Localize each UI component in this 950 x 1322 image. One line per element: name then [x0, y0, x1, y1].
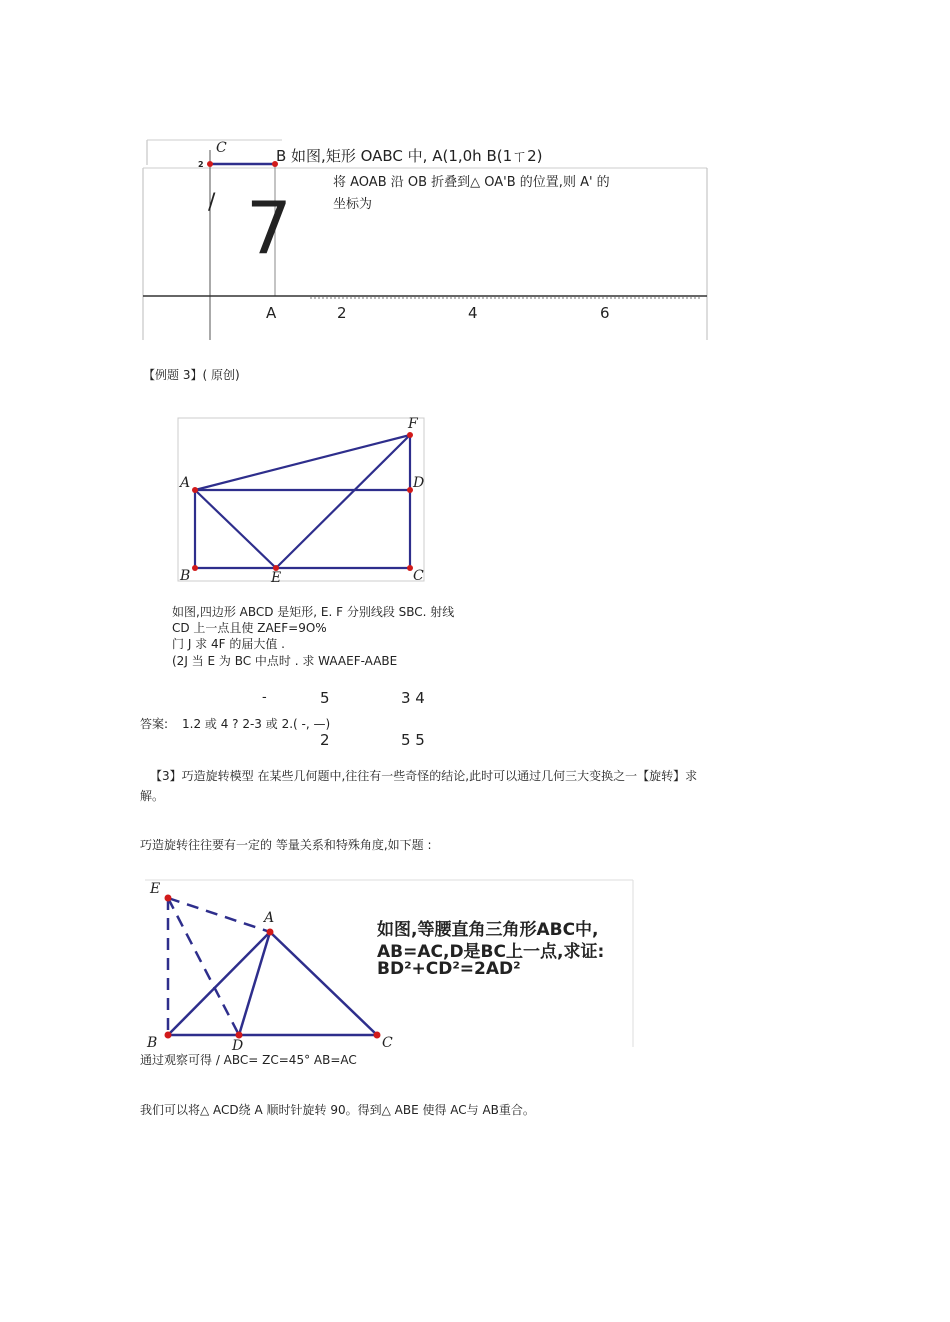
rotation-problem-line3: BD²+CD²=2AD² [377, 959, 521, 979]
rot-label-b: B [147, 1035, 158, 1051]
answer-bottom-2: 2 [320, 731, 330, 749]
axis-tick-6: 6 [600, 304, 610, 322]
answer-top-dash: - [262, 690, 267, 705]
graph-label-a: A [266, 304, 277, 322]
example2-line3: 坐标为 [333, 197, 373, 212]
axis-tick-4: 4 [468, 304, 478, 322]
answer-bottom-55: 5 5 [401, 731, 425, 749]
graph-label-2: 2 [198, 160, 204, 169]
rotation-problem-line1: 如图,等腰直角三角形ABC中, [377, 920, 599, 940]
answer-top-5: 5 [320, 689, 330, 707]
point-label-d: D [413, 475, 425, 491]
answer-label: 答案: [140, 717, 169, 731]
answer-top-34: 3 4 [401, 689, 425, 707]
section3-intro: 巧造旋转往往要有一定的 等量关系和特殊角度,如下题 : [140, 838, 432, 852]
axis-tick-2: 2 [337, 304, 347, 322]
answer-body: 1.2 或 4 ? 2-3 或 2.( -, —) [182, 717, 331, 731]
rot-label-a: A [264, 910, 275, 926]
rot-label-c: C [382, 1035, 393, 1051]
rot-label-d: D [232, 1038, 244, 1054]
example3-heading: 【例题 3】( 原创) [143, 368, 240, 382]
graph-label-c: C [216, 140, 227, 156]
observation-line: 通过观察可得 / ABC= ZC=45° AB=AC [140, 1053, 357, 1067]
rot-label-e: E [150, 881, 161, 897]
example3-question-line4: (2J 当 E 为 BC 中点时 . 求 WAAEF-AABE [172, 654, 398, 668]
section3-paragraph-cont: 解。 [140, 789, 165, 803]
point-label-c: C [413, 568, 424, 584]
point-label-a: A [180, 475, 191, 491]
example3-question-line2: CD 上一点且使 ZAEF=9O% [172, 621, 327, 635]
example3-question-line1: 如图,四边形 ABCD 是矩形, E. F 分别线段 SBC. 射线 [172, 605, 455, 619]
graph-slash: / [208, 190, 216, 215]
example2-line1: B 如图,矩形 OABC 中, A(1,0h B(1ㄒ2) [276, 147, 543, 165]
section3-paragraph: 【3】巧造旋转模型 在某些几何题中,往往有一些奇怪的结论,此时可以通过几何三大变换之一【旋转】求 [150, 769, 698, 783]
point-label-b: B [180, 568, 191, 584]
graph-big-seven: 7 [246, 186, 292, 270]
point-label-f: F [408, 416, 418, 432]
point-label-e: E [271, 570, 282, 586]
example2-line2: 将 AOAB 沿 OB 折叠到△ OA'B 的位置,则 A' 的 [333, 175, 610, 190]
example3-question-line3: 门 J 求 4F 的届大值 . [172, 637, 285, 651]
rotation-problem-line2: AB=AC,D是BC上一点,求证: [377, 942, 605, 962]
rotation-line: 我们可以将△ ACD绕 A 顺时针旋转 90。得到△ ABE 使得 AC与 AB重合。 [140, 1103, 535, 1117]
